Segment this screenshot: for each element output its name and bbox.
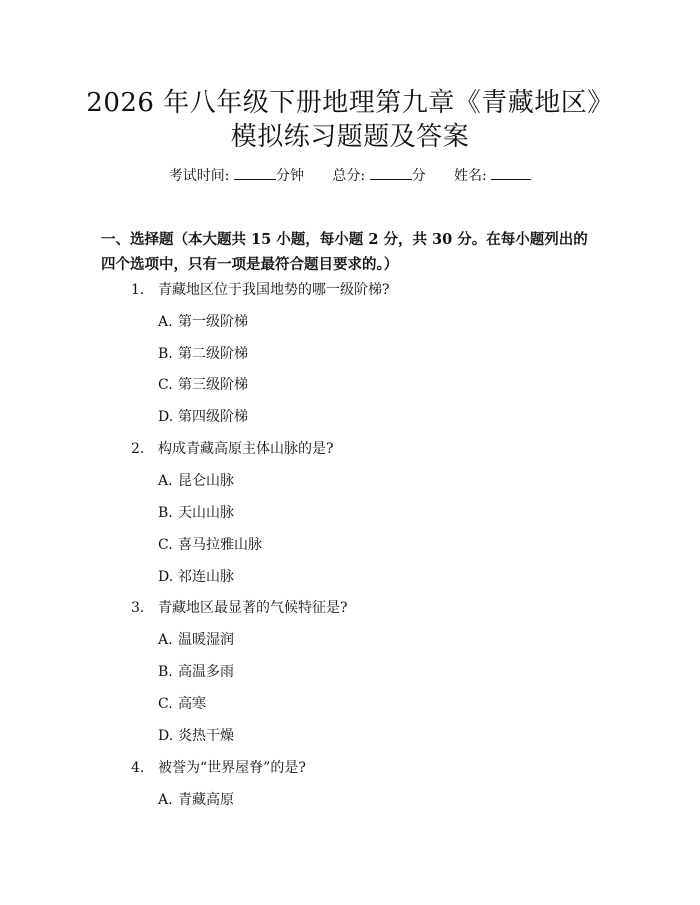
option-text: 温暖湿润 — [178, 632, 234, 648]
option-text: 炎热干燥 — [178, 728, 234, 744]
option-letter: D. — [158, 409, 174, 425]
option-letter: B. — [158, 346, 173, 362]
option-1c — [158, 375, 248, 395]
option-3b — [158, 662, 234, 682]
option-letter: D. — [158, 728, 174, 744]
option-letter: C. — [158, 377, 173, 393]
option-letter: A. — [158, 473, 173, 489]
option-3d — [158, 726, 234, 746]
question-1 — [131, 280, 390, 300]
option-4a — [158, 790, 234, 810]
option-text: 第四级阶梯 — [178, 409, 248, 425]
exam-time-label: 考试时间: — [168, 168, 230, 184]
option-2b — [158, 503, 234, 523]
exam-time-blank — [234, 165, 276, 180]
question-number: 2. — [131, 441, 145, 457]
option-text: 天山山脉 — [178, 505, 234, 521]
option-3c — [158, 694, 206, 714]
option-text: 高温多雨 — [178, 664, 234, 680]
exam-score — [332, 165, 425, 187]
option-text: 第三级阶梯 — [178, 377, 248, 393]
question-number: 1. — [131, 282, 145, 298]
option-text: 第二级阶梯 — [178, 346, 248, 362]
option-letter: C. — [158, 537, 173, 553]
section-heading: 一、选择题（本大题共 15 小题，每小题 2 分，共 30 分。在每小题列出的四个选项中，只有一项是最符合题目要求的。） — [101, 231, 588, 273]
exam-score-blank — [370, 165, 412, 180]
option-letter: A. — [158, 792, 173, 808]
option-letter: B. — [158, 505, 173, 521]
option-text: 第一级阶梯 — [178, 314, 248, 330]
option-1b — [158, 344, 248, 364]
exam-score-unit: 分 — [411, 168, 426, 184]
option-1a — [158, 312, 248, 332]
question-text: 被誉为“世界屋脊”的是? — [158, 760, 306, 776]
exam-time-unit: 分钟 — [275, 168, 304, 184]
option-text: 高寒 — [178, 696, 206, 712]
exam-title-line-1: 2026 年八年级下册地理第九章《青藏地区》 — [86, 88, 614, 118]
exam-name-blank — [491, 165, 531, 180]
question-number: 3. — [131, 600, 145, 616]
question-3 — [131, 598, 348, 618]
option-2d — [158, 567, 234, 587]
question-number: 4. — [131, 760, 145, 776]
question-text: 青藏地区最显著的气候特征是? — [158, 600, 348, 616]
option-text: 青藏高原 — [178, 792, 234, 808]
option-letter: A. — [158, 632, 173, 648]
option-text: 喜马拉雅山脉 — [178, 537, 262, 553]
option-2c — [158, 535, 262, 555]
question-text: 构成青藏高原主体山脉的是? — [158, 441, 334, 457]
exam-score-label: 总分: — [332, 168, 366, 184]
option-1d — [158, 407, 248, 427]
option-letter: C. — [158, 696, 173, 712]
exam-meta — [0, 165, 700, 187]
option-2a — [158, 471, 234, 491]
option-letter: B. — [158, 664, 173, 680]
exam-name-label: 姓名: — [454, 168, 487, 184]
question-2 — [131, 439, 334, 459]
question-text: 青藏地区位于我国地势的哪一级阶梯? — [158, 282, 390, 298]
option-text: 祁连山脉 — [178, 569, 234, 585]
option-letter: A. — [158, 314, 173, 330]
exam-time — [169, 165, 304, 187]
option-3a — [158, 630, 234, 650]
question-4 — [131, 758, 306, 778]
option-text: 昆仑山脉 — [178, 473, 234, 489]
option-letter: D. — [158, 569, 174, 585]
exam-title-line-2: 模拟练习题题及答案 — [230, 122, 470, 152]
exam-name — [454, 165, 531, 187]
